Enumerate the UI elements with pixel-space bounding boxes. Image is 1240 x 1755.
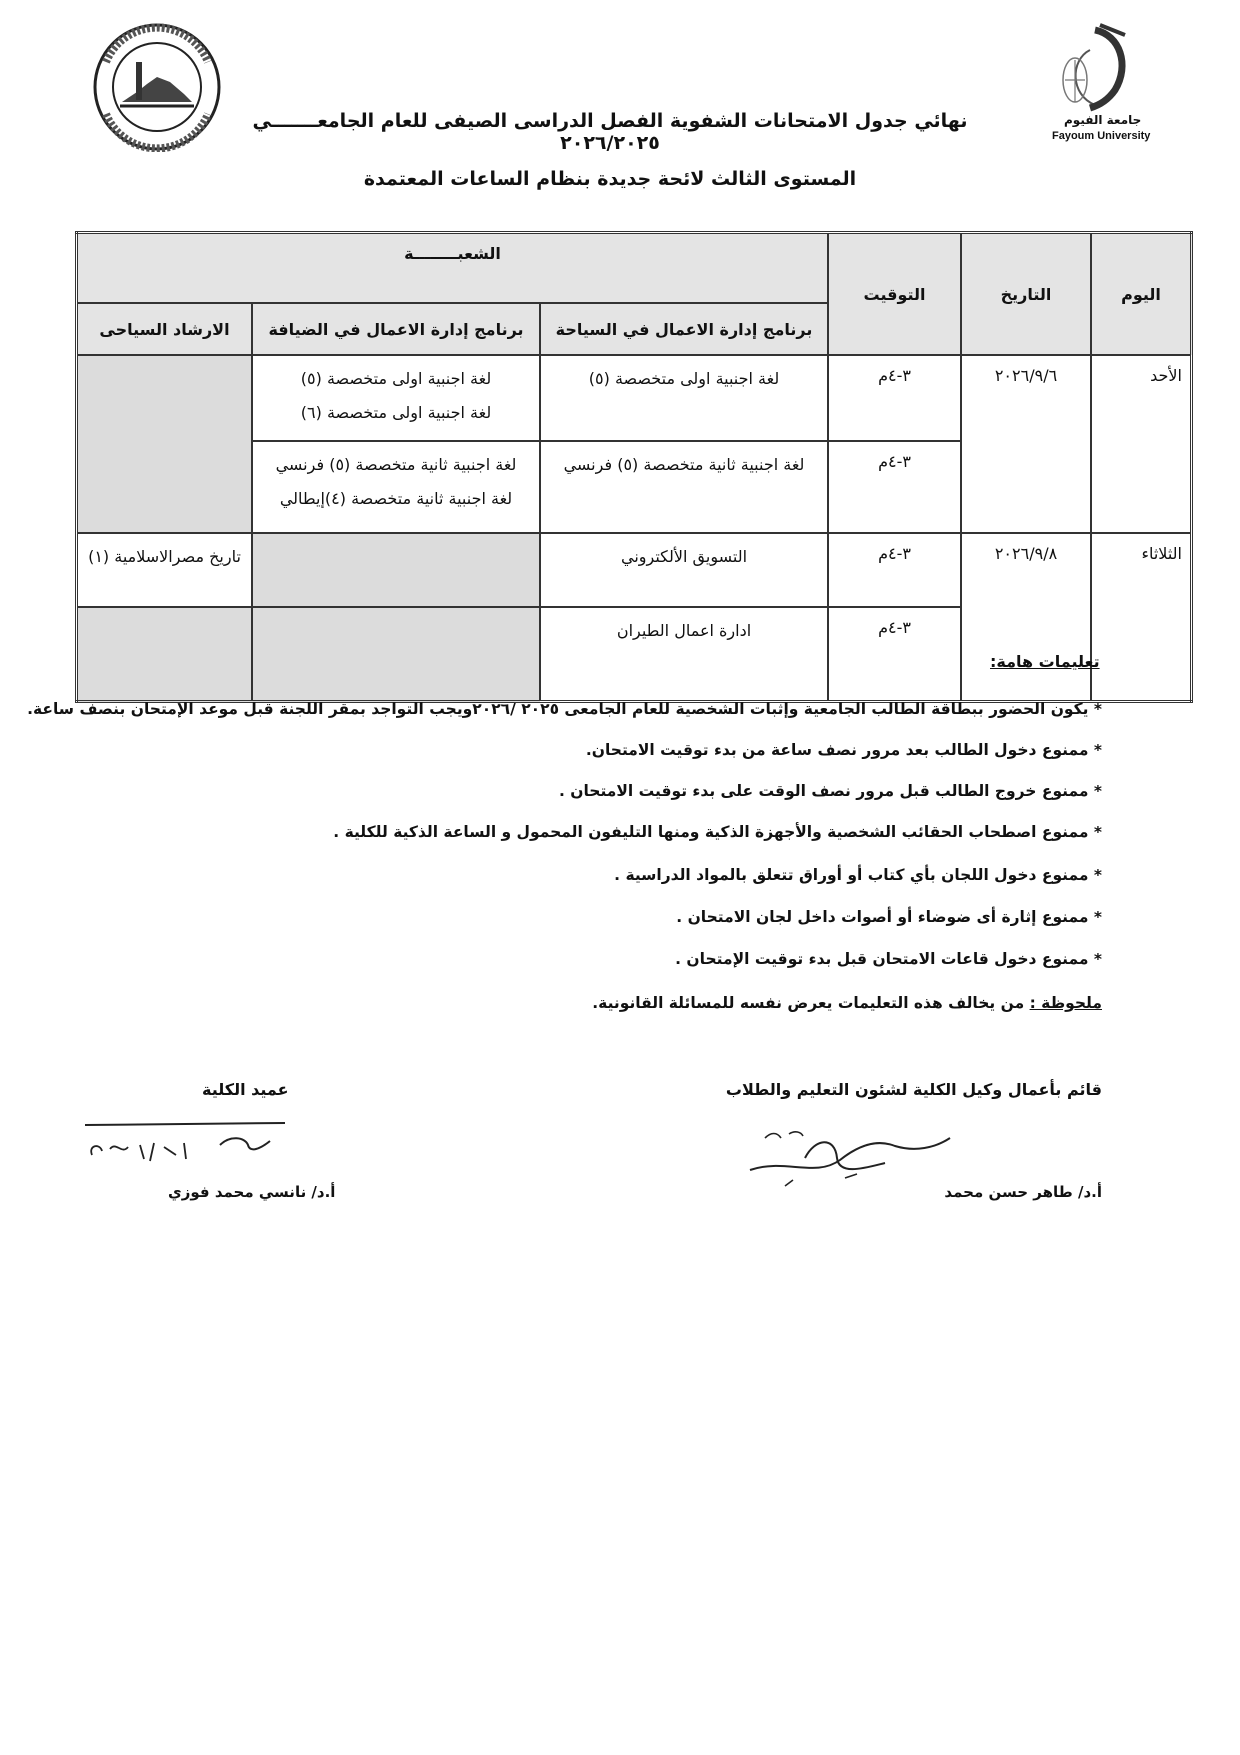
col-header-hospitality: برنامج إدارة الاعمال في الضيافة [252, 303, 540, 355]
col-header-guidance: الارشاد السياحى [77, 303, 253, 355]
header-row [77, 233, 1192, 304]
date-cell: ٢٠٢٦/٩/٦ [961, 355, 1091, 533]
instruction-item: * ممنوع دخول قاعات الامتحان قبل بدء توقيت الإمتحان . [675, 950, 1102, 968]
note-text: من يخالف هذه التعليمات يعرض نفسه للمسائلة القانونية. [592, 994, 1030, 1012]
tourism-cell: التسويق الألكتروني [540, 533, 828, 607]
hospitality-line-1: لغة اجنبية ثانية متخصصة (٥) فرنسي [275, 455, 517, 474]
day-cell: الأحد [1091, 355, 1192, 533]
instruction-item: * ممنوع دخول اللجان بأي كتاب أو أوراق تتعلق بالمواد الدراسية . [614, 866, 1102, 884]
university-logo-icon [1030, 10, 1170, 150]
instruction-item: * ممنوع اصطحاب الحقائب الشخصية والأجهزة الذكية ومنها التليفون المحمول و الساعة الذكية للكلية . [333, 823, 1102, 841]
guidance-cell: تاريخ مصرالاسلامية (١) [77, 533, 253, 607]
instruction-item: * ممنوع خروج الطالب قبل مرور نصف الوقت على بدء توقيت الامتحان . [558, 782, 1102, 800]
hospitality-line-2: لغة اجنبية ثانية متخصصة (٤)إيطالي [279, 489, 513, 508]
page-title: نهائي جدول الامتحانات الشفوية الفصل الدراسى الصيفى للعام الجامعـــــــي ٢٠٢٦/٢٠٢٥ [252, 110, 968, 154]
time-cell: ٣-٤م [828, 441, 961, 533]
dean-title: عميد الكلية [202, 1080, 289, 1099]
guidance-cell-empty [77, 355, 253, 533]
instruction-item: * ممنوع إثارة أى ضوضاء أو أصوات داخل لجان الامتحان . [676, 908, 1102, 926]
instructions-title: تعليمات هامة: [990, 652, 1100, 671]
tourism-cell: ادارة اعمال الطيران [540, 607, 828, 702]
date-cell: ٢٠٢٦/٩/٨ [961, 533, 1091, 702]
university-name-en: Fayoum University [1052, 130, 1151, 142]
instruction-item: * ممنوع دخول الطالب بعد مرور نصف ساعة من بدء توقيت الامتحان. [585, 741, 1102, 759]
dean-signature-icon [80, 1115, 290, 1175]
day-cell: الثلاثاء [1091, 533, 1192, 702]
hospitality-cell-empty [252, 533, 540, 607]
col-header-time: التوقيت [828, 233, 961, 356]
col-header-branch: الشعبــــــــة [77, 233, 829, 304]
hospitality-line-1: لغة اجنبية اولى متخصصة (٥) [300, 369, 492, 388]
dean-name: أ.د/ نانسي محمد فوزي [168, 1183, 336, 1201]
guidance-cell-empty [77, 607, 253, 702]
instruction-item: * يكون الحضور ببطاقة الطالب الجامعية وإثبات الشخصية للعام الجامعى ٢٠٢٥ /٢٠٢٦ويجب التواجد بمقر اللجنة قبل موعد الإمتحان بنصف ساعة. [27, 700, 1102, 718]
vice-dean-name: أ.د/ طاهر حسن محمد [944, 1183, 1102, 1201]
table-row [77, 533, 1192, 607]
col-header-tourism: برنامج إدارة الاعمال في السياحة [540, 303, 828, 355]
time-cell: ٣-٤م [828, 607, 961, 702]
hospitality-cell [252, 355, 540, 441]
tourism-cell: لغة اجنبية ثانية متخصصة (٥) فرنسي [540, 441, 828, 533]
time-cell: ٣-٤م [828, 533, 961, 607]
tourism-cell: لغة اجنبية اولى متخصصة (٥) [540, 355, 828, 441]
vice-dean-signature-icon [745, 1118, 955, 1196]
legal-note [592, 994, 1102, 1012]
hospitality-cell-empty [252, 607, 540, 702]
col-header-day: اليوم [1091, 233, 1192, 356]
vice-dean-title: قائم بأعمال وكيل الكلية لشئون التعليم والطلاب [725, 1080, 1102, 1099]
hospitality-cell [252, 441, 540, 533]
exam-schedule-table [75, 231, 1193, 703]
col-header-date: التاريخ [961, 233, 1091, 356]
page-subtitle: المستوى الثالث لائحة جديدة بنظام الساعات المعتمدة [363, 168, 857, 190]
hospitality-line-2: لغة اجنبية اولى متخصصة (٦) [300, 403, 492, 422]
table-row [77, 355, 1192, 441]
time-cell: ٣-٤م [828, 355, 961, 441]
note-label: ملحوظة : [1029, 994, 1102, 1012]
university-name-ar: جامعة الفيوم [1064, 113, 1142, 127]
